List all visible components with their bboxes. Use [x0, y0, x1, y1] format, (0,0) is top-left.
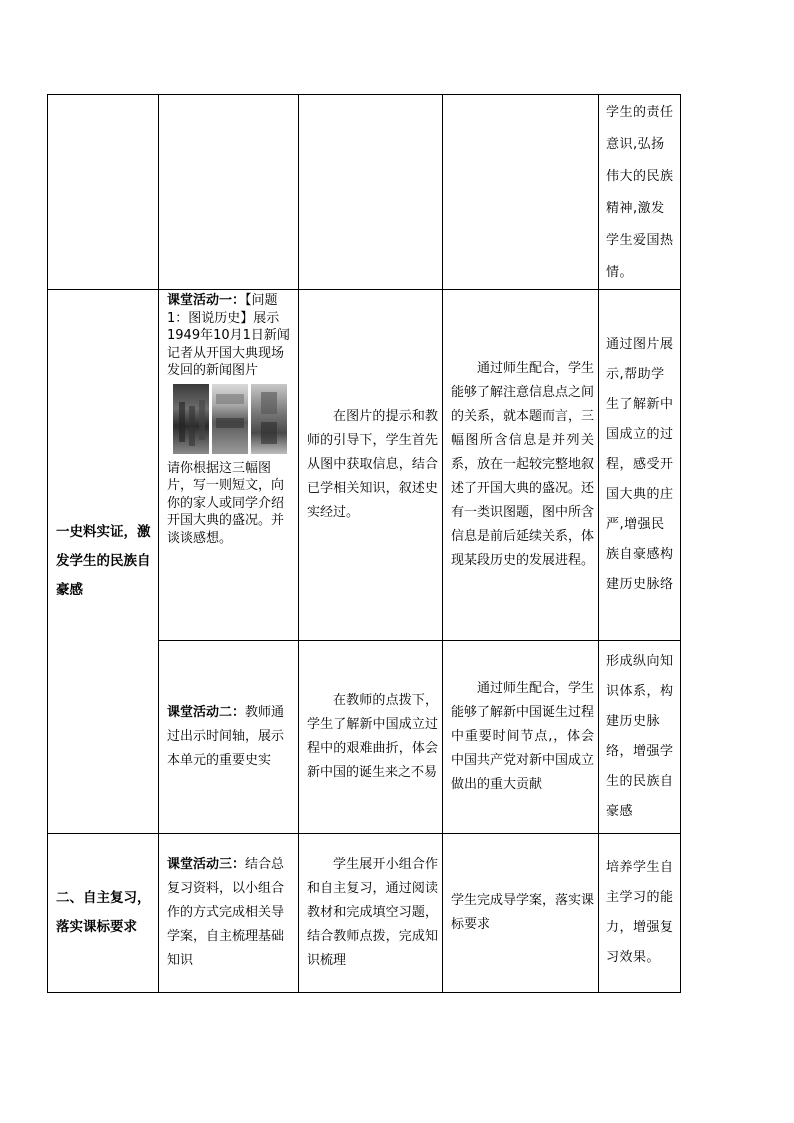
design-intent-text: 学生完成导学案，落实课标要求 [451, 893, 595, 932]
table-cell [443, 95, 599, 290]
lesson-plan-table [47, 94, 681, 993]
design-intent-cell [443, 290, 599, 641]
activity-cell [159, 290, 299, 641]
activity-label: 课堂活动三： [167, 857, 246, 872]
section-title: 二、自主复习，落实课标要求 [48, 834, 159, 993]
design-intent-text: 通过师生配合，学生能够了解注意信息点之间的关系，就本题而言，三幅图所含信息是并列关系，放在一起较完整地叙述了开国大典的盛况。还有一类识图题，图中所含信息是前后延续关系，体现某段历史的发展进程。 [451, 361, 595, 568]
activity-task: 请你根据这三幅图片，写一则短文，向你的家人或同学介绍开国大典的盛况。并谈谈感想。 [167, 460, 285, 546]
tiananmen-photo [251, 384, 287, 454]
activity-intro [167, 292, 292, 380]
design-intent-text: 通过师生配合，学生能够了解新中国诞生过程中重要时间节点,，体会中国共产党对新中国成立做出的重大贡献 [451, 681, 595, 792]
activity-cell [159, 834, 299, 993]
goal-cell: 学生的责任意识,弘扬伟大的民族精神,激发学生爱国热情。 [599, 95, 681, 290]
activity-text: 【问题1：图说历史】展示1949年10月1日新闻记者从开国大典现场发回的新闻图片 [167, 293, 290, 378]
table-row [48, 290, 681, 641]
student-activity-text: 在图片的提示和教师的引导下，学生首先从图中获取信息，结合已学相关知识，叙述史实经过。 [307, 409, 438, 520]
activity-cell [159, 641, 299, 834]
goal-cell: 形成纵向知识体系，构建历史脉络，增强学生的民族自豪感 [599, 641, 681, 834]
table-row [48, 95, 681, 290]
parade-photo [212, 384, 248, 454]
table-cell [299, 95, 443, 290]
ceremony-photo [173, 384, 209, 454]
table-row [48, 834, 681, 993]
activity-text: 教师通过出示时间轴，展示本单元的重要史实 [167, 705, 285, 768]
student-activity-cell [299, 641, 443, 834]
student-activity-cell [299, 290, 443, 641]
activity-label: 课堂活动二： [167, 705, 246, 720]
goal-cell: 培养学生自主学习的能力，增强复习效果。 [599, 834, 681, 993]
design-intent-cell [443, 834, 599, 993]
table-cell [48, 95, 159, 290]
table-cell [159, 95, 299, 290]
activity-text: 结合总复习资料，以小组合作的方式完成相关导学案，自主梳理基础知识 [167, 857, 285, 968]
student-activity-text: 学生展开小组合作和自主复习，通过阅读教材和完成填空习题，结合教师点拨，完成知识梳理 [307, 857, 438, 968]
activity-label: 课堂活动一： [167, 293, 246, 308]
student-activity-cell [299, 834, 443, 993]
student-activity-text: 在教师的点拨下，学生了解新中国成立过程中的艰难曲折，体会新中国的诞生来之不易 [307, 693, 438, 780]
section-title: 一史料实证，激发学生的民族自豪感 [48, 290, 159, 834]
design-intent-cell [443, 641, 599, 834]
news-photos [173, 384, 292, 454]
goal-cell: 通过图片展示,帮助学生了解新中国成立的过程，感受开国大典的庄严,增强民族自豪感构建历史脉络 [599, 290, 681, 641]
